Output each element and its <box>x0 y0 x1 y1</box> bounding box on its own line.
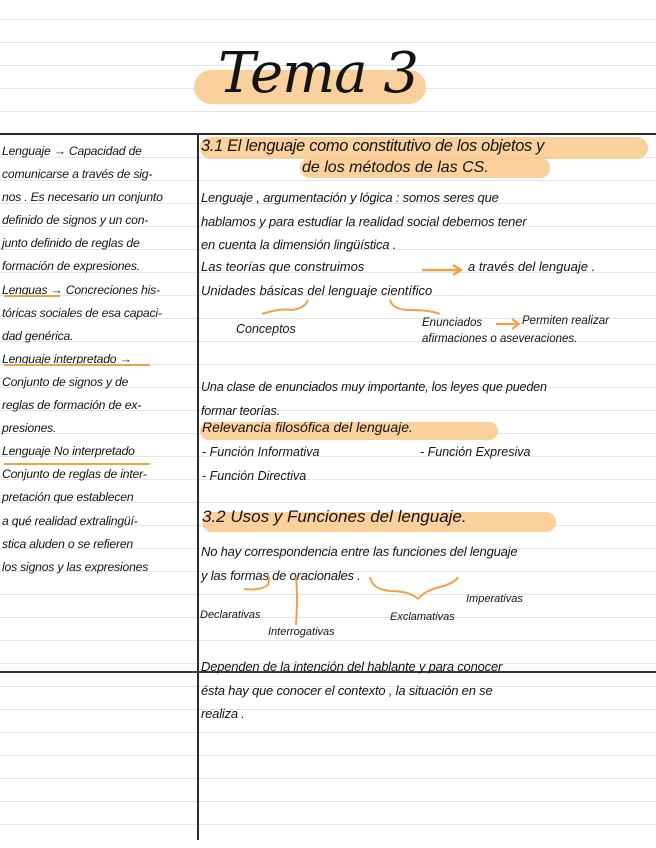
statements-desc-2: afirmaciones o aseveraciones. <box>422 333 578 345</box>
text-line: Lenguaje , argumentación y lógica : somos seres que <box>201 190 499 205</box>
theories-text: Las teorías que construimos <box>201 259 365 274</box>
sidebar-line: nos . Es necesario un conjunto <box>2 190 163 205</box>
section1-paragraph <box>201 186 526 257</box>
laws-paragraph <box>201 376 547 423</box>
sidebar-line: junto definido de reglas de <box>2 236 140 251</box>
text-line: No hay correspondencia entre las funciones del lenguaje <box>201 544 518 559</box>
type-declarative: Declarativas <box>200 609 261 621</box>
page-title: Tema 3 <box>218 41 419 106</box>
sidebar-line: a qué realidad extralingüí- <box>2 513 138 528</box>
sidebar-line: Conjunto de signos y de <box>2 374 129 389</box>
section2-heading: 3.2 Usos y Funciones del lenguaje. <box>202 507 467 526</box>
text-line: realiza . <box>201 706 245 721</box>
section2-paragraph-2 <box>201 655 502 726</box>
sidebar-line: formación de expresiones. <box>2 259 140 274</box>
sidebar-line: reglas de formación de ex- <box>2 398 142 413</box>
statements-label: Enunciados <box>422 317 483 329</box>
section1-heading-line2: de los métodos de las CS. <box>302 159 489 176</box>
units-text: Unidades básicas del lenguaje científico <box>201 283 433 298</box>
text-line: hablamos y para estudiar la realidad social debemos tener <box>201 213 527 229</box>
sidebar-line: stica aluden o se refieren <box>2 536 133 551</box>
sidebar-line: dad genérica. <box>2 328 74 343</box>
text-line: ésta hay que conocer el contexto , la situación en se <box>201 682 493 698</box>
type-imperative: Imperativas <box>466 593 523 605</box>
text-line: en cuenta la dimensión lingüística . <box>201 237 397 252</box>
sidebar-line: comunicarse a través de sig- <box>2 167 153 182</box>
philosophical-heading: Relevancia filosófica del lenguaje. <box>202 419 413 435</box>
text-line: Dependen de la intención del hablante y para conocer <box>201 659 503 674</box>
statements-desc: Permiten realizar <box>522 315 609 327</box>
concepts-label: Conceptos <box>236 322 296 336</box>
sidebar-line: Lenguaje → Capacidad de <box>2 144 142 158</box>
sidebar-line: los signos y las expresiones <box>2 559 149 574</box>
sidebar-underlines <box>0 0 200 500</box>
type-exclamative: Exclamativas <box>390 611 455 623</box>
section1-heading: 3.1 El lenguaje como constitutivo de los objetos y <box>201 137 545 155</box>
sidebar-line: tóricas sociales de esa capaci- <box>2 305 162 320</box>
sidebar-line: Lenguaje No interpretado <box>2 444 135 459</box>
sidebar-line: Lenguaje interpretado → <box>2 351 132 366</box>
theories-result: a través del lenguaje . <box>468 259 596 274</box>
text-line: Una clase de enunciados muy importante, los leyes que pueden <box>201 380 547 394</box>
text-line: y las formas de oracionales . <box>201 567 361 583</box>
sidebar-line: Lenguas → Concreciones his- <box>2 282 160 297</box>
function-expressive: - Función Expresiva <box>420 445 531 459</box>
type-interrogative: Interrogativas <box>268 626 335 638</box>
function-informative: - Función Informativa <box>202 445 320 459</box>
sidebar-line: definido de signos y un con- <box>2 213 149 228</box>
function-directive: - Función Directiva <box>202 469 307 483</box>
sidebar-line: pretación que establecen <box>2 490 134 505</box>
sidebar-line: presiones. <box>2 421 57 436</box>
text-line: formar teorías. <box>201 403 280 418</box>
sidebar-line: Conjunto de reglas de inter- <box>2 467 147 482</box>
